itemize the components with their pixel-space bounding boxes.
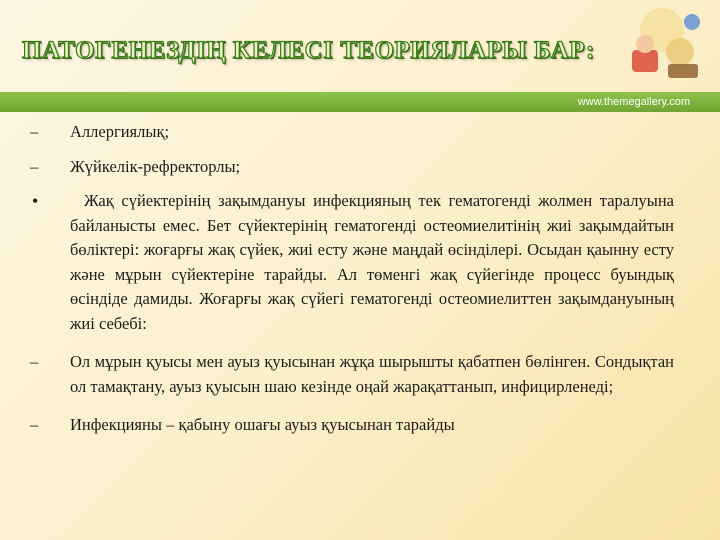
website-url: www.themegallery.com [577,96,690,108]
list-item [28,189,674,336]
list-item [28,413,674,438]
list-item-text: Жүйкелік-рефректорлы; [70,156,241,176]
list-item-text: Ол мұрын қуысы мен ауыз қуысынан жұқа шырышты қабатпен бөлінген. Сондықтан ол тамақтану, ауыз қуысын шаю кезінде оңай жарақаттанып, инфицирленеді; [70,352,674,396]
list-item [28,120,674,145]
list-item-text: Жақ сүйектерінің зақымдануы инфекцияның тек гематогенді жолмен таралуына байланысты емес. Бет сүйектерінің гематогенді остеомиелитінің жиі зақымдайтын бөліктері: жоғарғы жақ сүйек, жиі есту және маңдай өсінділері. Осыдан қаынну есту және мұрын сүйектеріне тарайды. Ал төменгі жақ сүйегінде процесс буындық өсіндіде дамиды. Жоғарғы жақ сүйегі гематогенді остеомиелиттен зақымдануының жиі себебі: [70,191,674,333]
dash-marker: – [30,156,39,176]
bullet-marker: • [32,191,39,211]
slide-title: ПАТОГЕНЕЗДІҢ КЕЛЕСІ ТЕОРИЯЛАРЫ БАР: [22,37,595,64]
header-bar [0,92,720,112]
list-item-text: Аллергиялық; [70,122,170,141]
dash-marker: – [30,352,39,371]
dash-marker: – [30,122,39,141]
cartoon-character-decoration-icon [602,0,712,92]
list-item [28,155,674,180]
list-item [28,350,674,399]
dash-marker: – [30,415,39,434]
list-item-text: Инфекцияны – қабыну ошағы ауыз қуысынан тарайды [70,415,455,434]
slide-content [28,120,674,448]
